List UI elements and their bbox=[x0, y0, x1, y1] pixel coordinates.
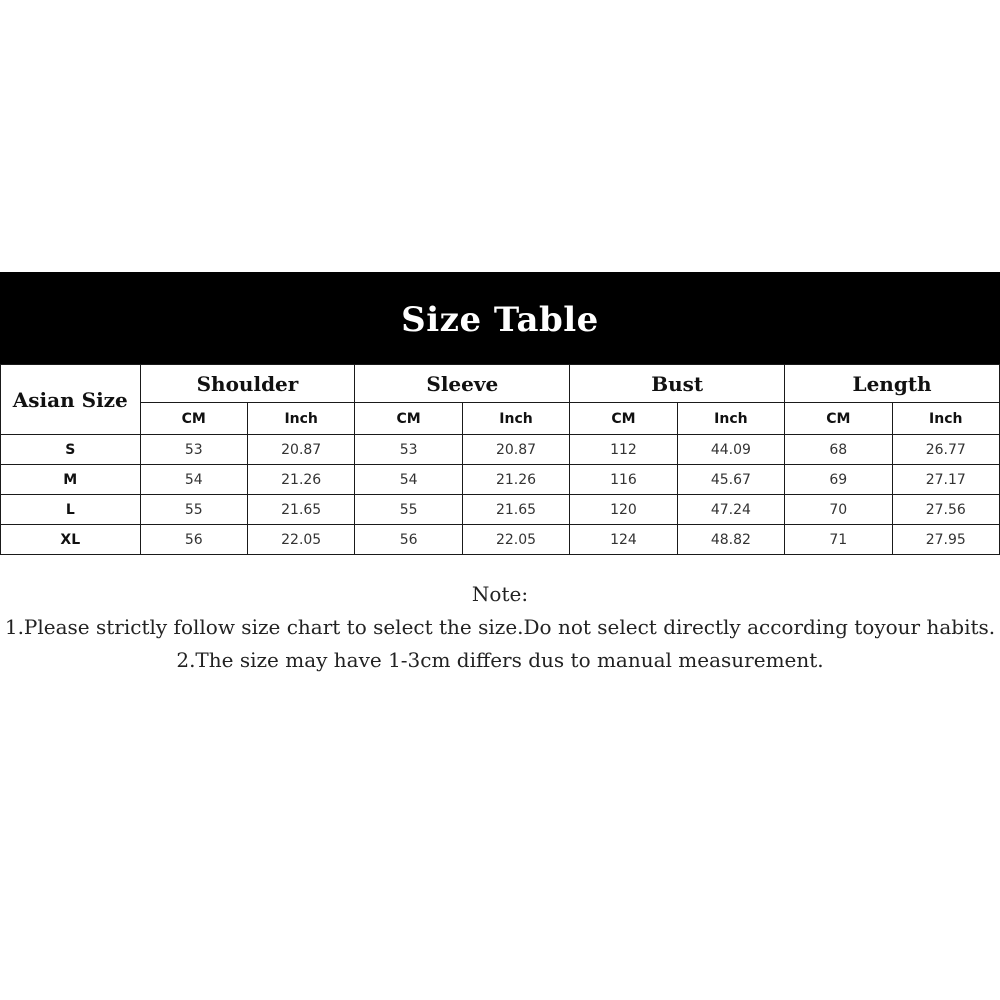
table-cell: 27.17 bbox=[892, 465, 999, 495]
table-cell: 71 bbox=[785, 525, 892, 555]
table-cell: 26.77 bbox=[892, 435, 999, 465]
table-cell: 21.65 bbox=[462, 495, 569, 525]
table-unit-row bbox=[1, 403, 1000, 435]
unit-header-inch: Inch bbox=[677, 403, 784, 435]
table-cell: 116 bbox=[570, 465, 677, 495]
table-cell: 44.09 bbox=[677, 435, 784, 465]
notes-section bbox=[0, 578, 1000, 677]
table-cell: 22.05 bbox=[247, 525, 354, 555]
table-cell: 53 bbox=[140, 435, 247, 465]
unit-header-inch: Inch bbox=[892, 403, 999, 435]
title-banner bbox=[0, 272, 1000, 364]
size-label: L bbox=[1, 495, 141, 525]
table-cell: 27.95 bbox=[892, 525, 999, 555]
table-cell: 68 bbox=[785, 435, 892, 465]
note-line: 2.The size may have 1-3cm differs dus to manual measurement. bbox=[176, 648, 824, 672]
table-cell: 27.56 bbox=[892, 495, 999, 525]
bust-header: Bust bbox=[570, 365, 785, 403]
table-cell: 54 bbox=[355, 465, 462, 495]
table-cell: 55 bbox=[140, 495, 247, 525]
table-row bbox=[1, 495, 1000, 525]
unit-header-cm: CM bbox=[140, 403, 247, 435]
asian-size-header: Asian Size bbox=[1, 365, 141, 435]
table-cell: 48.82 bbox=[677, 525, 784, 555]
table-cell: 21.26 bbox=[462, 465, 569, 495]
table-cell: 56 bbox=[355, 525, 462, 555]
note-line: 1.Please strictly follow size chart to select the size.Do not select directly according toyour habits. bbox=[4, 615, 996, 639]
sleeve-header: Sleeve bbox=[355, 365, 570, 403]
table-cell: 56 bbox=[140, 525, 247, 555]
shoulder-header: Shoulder bbox=[140, 365, 355, 403]
table-cell: 69 bbox=[785, 465, 892, 495]
table-cell: 112 bbox=[570, 435, 677, 465]
table-cell: 54 bbox=[140, 465, 247, 495]
table-cell: 21.65 bbox=[247, 495, 354, 525]
size-label: M bbox=[1, 465, 141, 495]
length-header: Length bbox=[785, 365, 1000, 403]
table-cell: 45.67 bbox=[677, 465, 784, 495]
size-label: XL bbox=[1, 525, 141, 555]
table-cell: 70 bbox=[785, 495, 892, 525]
table-row bbox=[1, 465, 1000, 495]
table-cell: 124 bbox=[570, 525, 677, 555]
table-cell: 47.24 bbox=[677, 495, 784, 525]
table-row bbox=[1, 525, 1000, 555]
unit-header-cm: CM bbox=[355, 403, 462, 435]
table-cell: 20.87 bbox=[247, 435, 354, 465]
table-header-row bbox=[1, 365, 1000, 403]
size-label: S bbox=[1, 435, 141, 465]
table-row bbox=[1, 435, 1000, 465]
table-cell: 120 bbox=[570, 495, 677, 525]
unit-header-inch: Inch bbox=[247, 403, 354, 435]
notes-heading: Note: bbox=[471, 582, 529, 606]
table-cell: 55 bbox=[355, 495, 462, 525]
page-title: Size Table bbox=[401, 300, 599, 340]
unit-header-cm: CM bbox=[785, 403, 892, 435]
table-cell: 53 bbox=[355, 435, 462, 465]
size-table bbox=[0, 364, 1000, 555]
table-cell: 20.87 bbox=[462, 435, 569, 465]
table-cell: 22.05 bbox=[462, 525, 569, 555]
table-cell: 21.26 bbox=[247, 465, 354, 495]
unit-header-inch: Inch bbox=[462, 403, 569, 435]
unit-header-cm: CM bbox=[570, 403, 677, 435]
